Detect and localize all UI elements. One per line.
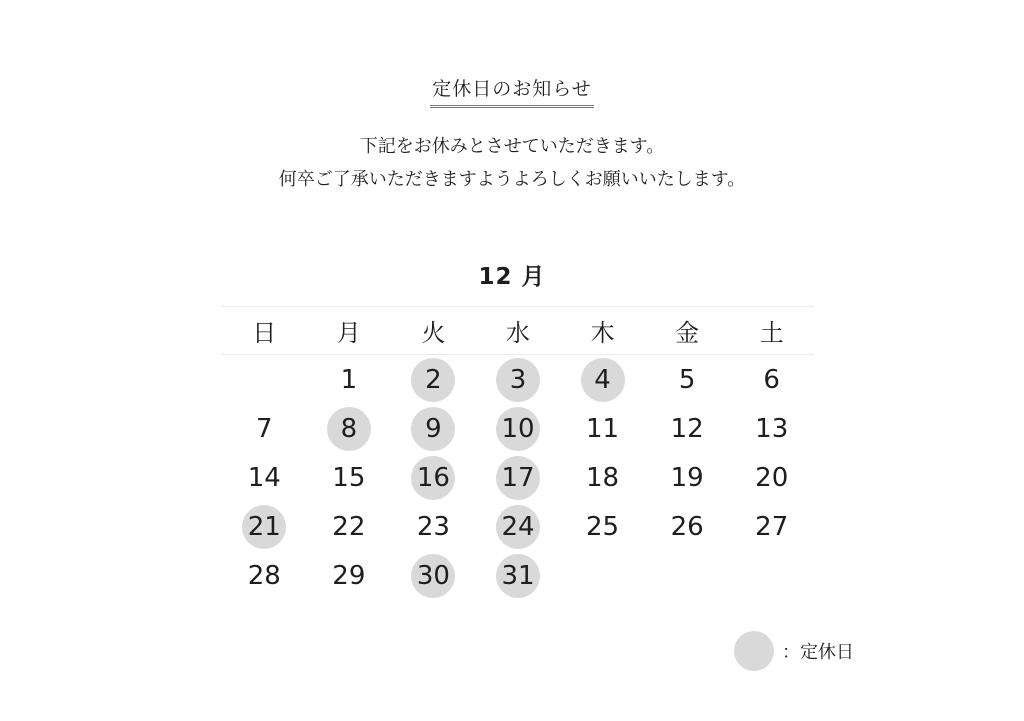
day-cell xyxy=(560,502,645,551)
day-number: 22 xyxy=(332,511,366,542)
day-cell xyxy=(645,502,730,551)
day-number: 27 xyxy=(755,511,789,542)
day-cell xyxy=(476,355,561,404)
day-number: 18 xyxy=(586,462,620,493)
day-number: 7 xyxy=(256,413,273,444)
day-cell xyxy=(222,453,307,502)
day-number: 29 xyxy=(332,560,366,591)
day-cell xyxy=(222,502,307,551)
day-cell xyxy=(645,355,730,404)
day-number: 19 xyxy=(670,462,704,493)
closed-day-number: 21 xyxy=(242,505,286,549)
day-cell xyxy=(391,551,476,600)
closed-day-number: 24 xyxy=(496,505,540,549)
day-cell xyxy=(307,453,392,502)
calendar-grid xyxy=(222,355,814,600)
day-number: 14 xyxy=(247,462,281,493)
day-number: 13 xyxy=(755,413,789,444)
weekday-label: 水 xyxy=(505,319,530,347)
weekday-label: 火 xyxy=(421,319,446,347)
day-cell xyxy=(560,355,645,404)
day-number: 5 xyxy=(678,364,696,395)
day-number: 20 xyxy=(755,462,789,493)
day-cell xyxy=(307,355,392,404)
day-number: 15 xyxy=(332,462,366,493)
day-number: 25 xyxy=(586,511,620,542)
closed-day-number: 10 xyxy=(496,407,540,451)
closed-day-number: 9 xyxy=(411,407,455,451)
closed-day-number: 16 xyxy=(411,456,455,500)
page-title: 定休日のお知らせ xyxy=(430,76,593,108)
day-number: 28 xyxy=(247,560,281,591)
day-cell xyxy=(307,404,392,453)
day-number: 12 xyxy=(670,413,704,444)
day-cell xyxy=(307,551,392,600)
day-cell xyxy=(645,404,730,453)
day-number: 26 xyxy=(670,511,704,542)
day-cell xyxy=(476,551,561,600)
day-cell xyxy=(391,355,476,404)
day-number: 6 xyxy=(763,364,780,395)
month-label: 12 月 xyxy=(478,264,546,290)
day-cell xyxy=(729,404,814,453)
closed-day-number: 3 xyxy=(496,358,540,402)
legend xyxy=(734,631,854,671)
day-cell xyxy=(307,502,392,551)
day-cell xyxy=(222,404,307,453)
empty-cell xyxy=(222,355,307,404)
weekday-label: 土 xyxy=(759,319,784,347)
weekday-label: 日 xyxy=(252,319,277,347)
day-cell xyxy=(391,502,476,551)
day-cell xyxy=(560,404,645,453)
day-cell xyxy=(645,453,730,502)
day-cell xyxy=(391,404,476,453)
day-cell xyxy=(476,502,561,551)
day-number: 11 xyxy=(586,413,620,444)
closed-day-number: 4 xyxy=(581,358,625,402)
title-wrapper xyxy=(0,76,1024,108)
day-cell xyxy=(560,453,645,502)
closed-day-number: 31 xyxy=(496,554,540,598)
closed-day-number: 8 xyxy=(327,407,371,451)
intro-text xyxy=(0,130,1024,196)
closed-day-number: 2 xyxy=(411,358,455,402)
legend-label: ：定休日 xyxy=(782,642,854,663)
day-cell xyxy=(476,404,561,453)
day-cell xyxy=(476,453,561,502)
day-cell xyxy=(729,502,814,551)
calendar xyxy=(222,306,814,600)
day-cell xyxy=(222,551,307,600)
day-number: 23 xyxy=(416,511,450,542)
closed-day-number: 17 xyxy=(496,456,540,500)
weekday-header xyxy=(222,306,814,355)
closed-day-number: 30 xyxy=(411,554,455,598)
weekday-label: 木 xyxy=(590,319,615,347)
day-cell xyxy=(729,453,814,502)
intro-line-1: 下記をお休みとさせていただきます。 xyxy=(359,136,665,157)
intro-line-2: 何卒ご了承いただきますようよろしくお願いいたします。 xyxy=(278,169,746,190)
day-cell xyxy=(729,355,814,404)
day-number: 1 xyxy=(340,364,358,395)
weekday-label: 金 xyxy=(675,319,700,347)
weekday-label: 月 xyxy=(336,319,361,347)
closed-day-marker xyxy=(734,631,774,671)
day-cell xyxy=(391,453,476,502)
